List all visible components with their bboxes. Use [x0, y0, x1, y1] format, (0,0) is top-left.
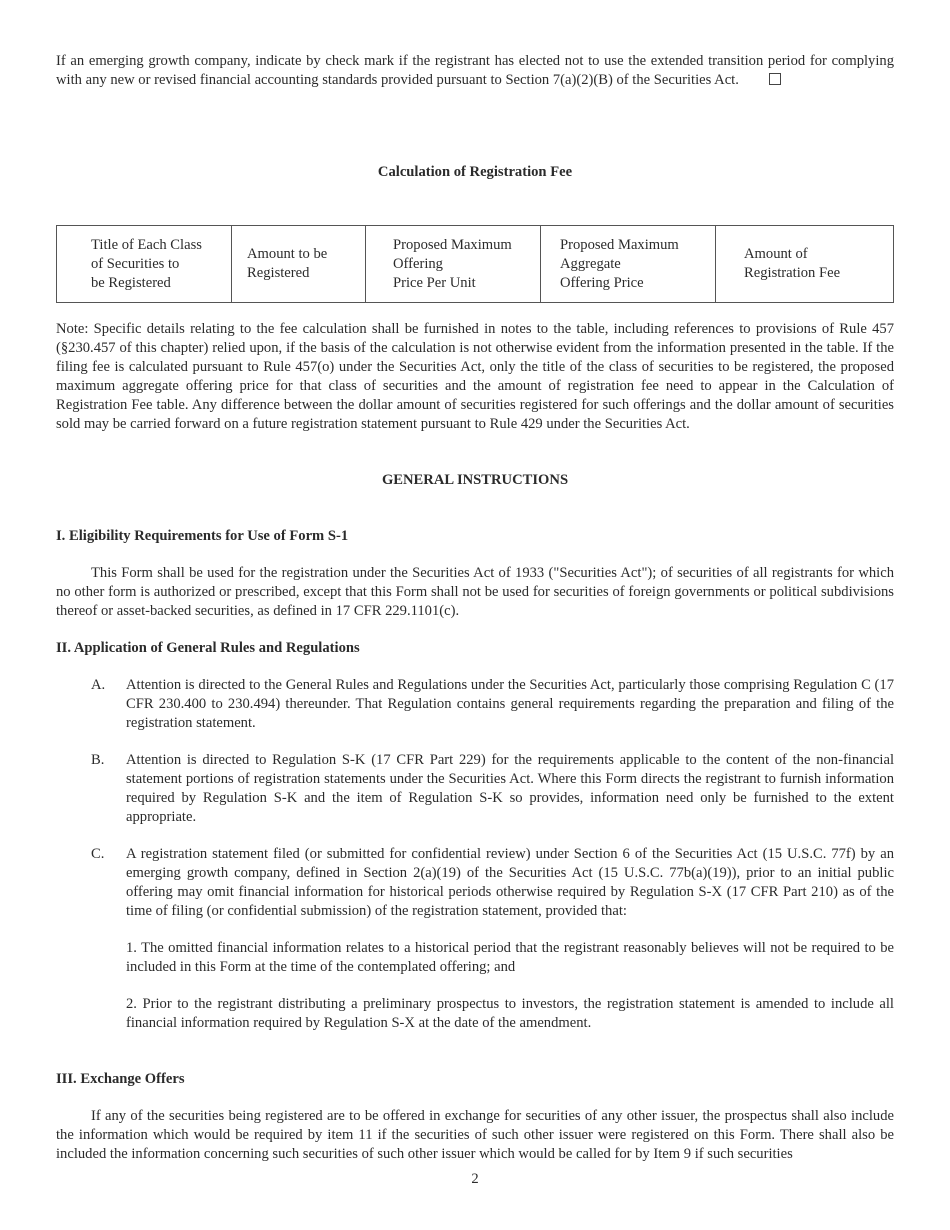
- list-item: [56, 845, 894, 921]
- fee-header-cell: [366, 226, 541, 303]
- document-page: [56, 52, 894, 1164]
- fee-header-cell: [232, 226, 366, 303]
- egc-statement-text: If an emerging growth company, indicate by check mark if the registrant has elected not to use the extended transition period for complying with any new or revised financial accounting standards provided pursuant to Section 7(a)(2)(B) of the Securities Act.: [56, 53, 894, 88]
- section-heading-eligibility: I. Eligibility Requirements for Use of Form S-1: [56, 528, 349, 544]
- sub-list-item: 2. Prior to the registrant distributing a preliminary prospectus to investors, the registration statement is amended to include all financial information required by Regulation S-X at the date of the amendment.: [126, 996, 894, 1031]
- list-item-text: A registration statement filed (or submitted for confidential review) under Section 6 of the Securities Act (15 U.S.C. 77f) by an emerging growth company, defined in Section 2(a)(19) of the Securities Act (15 U.S.C. 77b(a)(19)), prior to an initial public offering may omit financial information for historical periods otherwise required by Regulation S-X (17 CFR Part 210) as of the time of filing (or confidential submission) of the registration statement, provided that:: [126, 846, 894, 919]
- fee-header-amount: Amount to be Registered: [247, 246, 328, 281]
- fee-header-class-title: Title of Each Class of Securities to be Registered: [91, 236, 202, 291]
- page-number: 2: [471, 1171, 479, 1187]
- list-marker: A.: [91, 677, 106, 693]
- fee-header-registration-fee: Amount of Registration Fee: [744, 246, 841, 281]
- fee-table-title: Calculation of Registration Fee: [377, 164, 573, 180]
- section-exchange-offers-body: If any of the securities being registered are to be offered in exchange for securities of any other issuer, the prospectus shall also include the information which would be required by item 11 if the securities of such other issuer were registered on this Form. There shall also be included the information concerning such securities of such other issuer which would be called for by Item 9 if such securities: [56, 1108, 894, 1162]
- list-item: [56, 676, 894, 733]
- section-heading-exchange-offers: III. Exchange Offers: [56, 1071, 185, 1087]
- egc-checkbox[interactable]: [769, 73, 781, 85]
- list-marker: C.: [91, 846, 105, 862]
- general-instructions-title: GENERAL INSTRUCTIONS: [381, 472, 569, 488]
- fee-table-header-row: [57, 226, 894, 303]
- egc-statement: [56, 52, 894, 90]
- fee-note: Note: Specific details relating to the fee calculation shall be furnished in notes to the table, including references to provisions of Rule 457 (§230.457 of this chapter) relied upon, if the basis of the calculation is not otherwise evident from the information presented in the table. If the filing fee is calculated pursuant to Rule 457(o) under the Securities Act, only the title of the class of securities to be registered, the proposed maximum aggregate offering price for that class of securities and the amount of registration fee need to appear in the Calculation of Registration Fee table. Any difference between the dollar amount of securities registered for such offerings and the dollar amount of securities sold may be carried forward on a future registration statement pursuant to Rule 429 under the Securities Act.: [56, 321, 894, 432]
- fee-header-cell: [57, 226, 232, 303]
- section-eligibility-body: This Form shall be used for the registration under the Securities Act of 1933 ("Securities Act"); of securities of all registrants for which no other form is authorized or prescribed, except that this Form shall not be used for securities of foreign governments or political subdivisions thereof or asset-backed securities, as defined in 17 CFR 229.1101(c).: [56, 565, 894, 619]
- list-marker: B.: [91, 752, 105, 768]
- list-item-text: Attention is directed to the General Rules and Regulations under the Securities Act, particularly those comprising Regulation C (17 CFR 230.400 to 230.494) thereunder. That Regulation contains general requirements regarding the preparation and filing of the registration statement.: [126, 677, 894, 731]
- sub-list-item: 1. The omitted financial information relates to a historical period that the registrant reasonably believes will not be required to be included in this Form at the time of the contemplated offering; and: [126, 940, 894, 975]
- fee-header-price-per-unit: Proposed Maximum Offering Price Per Unit: [393, 236, 512, 291]
- list-item: [56, 751, 894, 827]
- fee-header-cell: [541, 226, 716, 303]
- fee-header-cell: [716, 226, 894, 303]
- section-heading-general-rules: II. Application of General Rules and Regulations: [56, 640, 360, 656]
- fee-table: [56, 225, 894, 303]
- fee-header-aggregate-price: Proposed Maximum Aggregate Offering Price: [560, 236, 679, 291]
- list-item-text: Attention is directed to Regulation S-K (17 CFR Part 229) for the requirements applicable to the content of the non-financial statement portions of registration statements under the Securities Act. Where this Form directs the registrant to furnish information required by Regulation S-K and the item of Regulation S-K so provides, information need only be furnished to the extent appropriate.: [126, 752, 894, 825]
